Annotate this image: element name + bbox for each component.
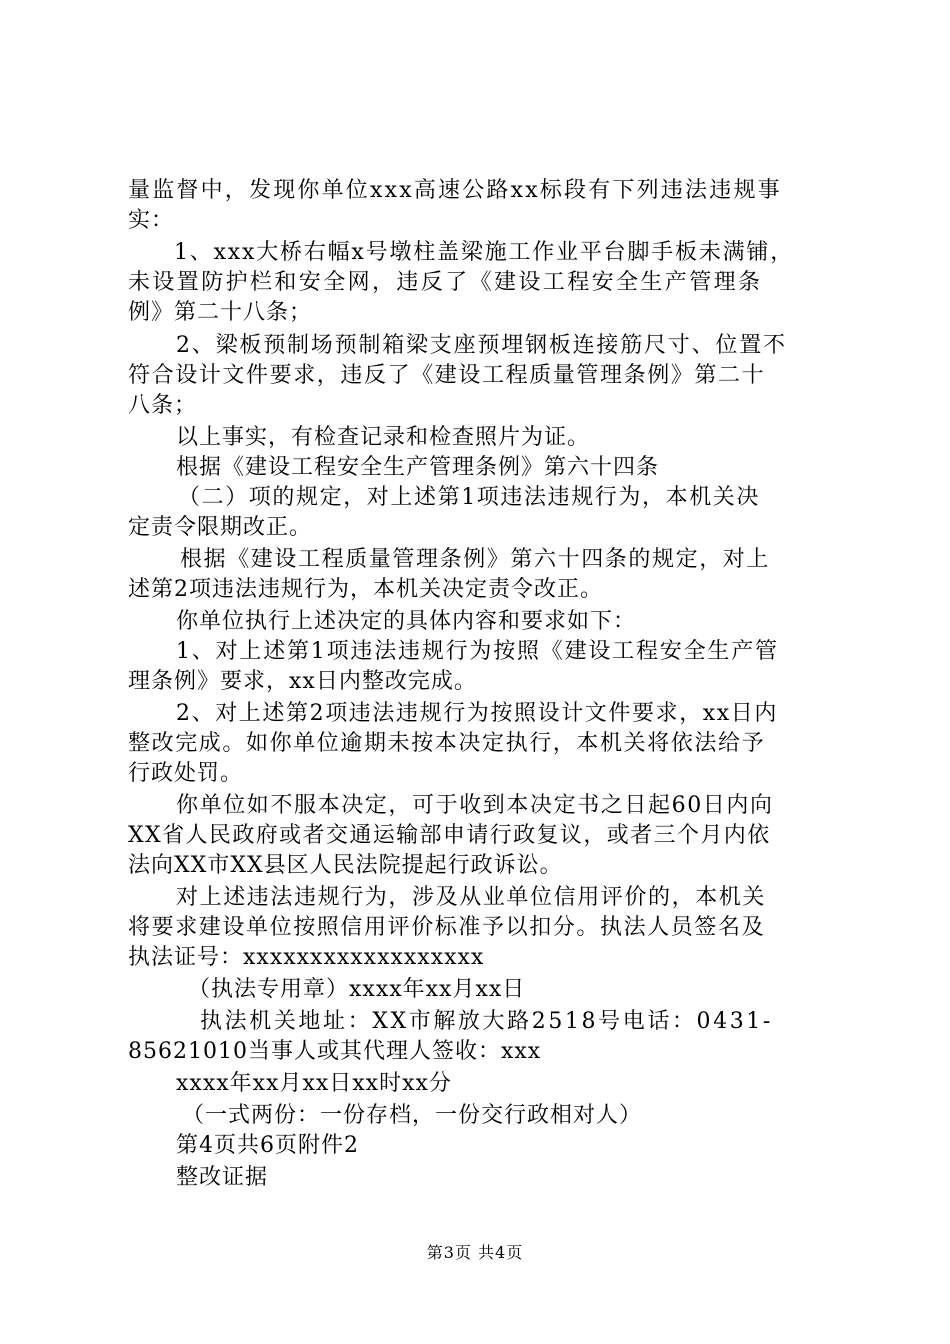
text-line: 根据《建设工程质量管理条例》第六十四条的规定，对上 [180,547,771,572]
text-line: 法向XX市XX县区人民法院提起行政诉讼。 [128,853,563,878]
text-line: 你单位如不服本决定，可于收到本决定书之日起60日内向 [176,793,774,818]
text-line: 85621010当事人或其代理人签收：xxx [128,1039,542,1064]
text-line: 以上事实，有检查记录和检查照片为证。 [176,425,591,450]
text-line: xxxx年xx月xx日xx时xx分 [176,1071,452,1096]
text-line: （执法专用章）xxxx年xx月xx日 [188,977,526,1002]
text-line: 第4页共6页附件2 [176,1133,359,1158]
text-line: 你单位执行上述决定的具体内容和要求如下： [176,609,637,634]
text-line: 未设置防护栏和安全网，违反了《建设工程安全生产管理条 [128,270,763,295]
text-line: 对上述违法违规行为，涉及从业单位信用评价的，本机关 [176,885,767,910]
text-line: 量监督中，发现你单位xxx高速公路xx标段有下列违法违规事 [128,178,782,203]
text-line: 根据《建设工程安全生产管理条例》第六十四条 [176,455,660,480]
text-line: 实： [128,208,175,233]
text-line: （一式两份：一份存档，一份交行政相对人） [182,1103,643,1128]
text-line: 八条； [128,393,198,418]
text-line: 述第2项违法违规行为，本机关决定责令改正。 [128,577,603,602]
text-line: 1、xxx大桥右幅x号墩柱盖梁施工作业平台脚手板未满铺， [174,240,795,265]
text-line: 符合设计文件要求，违反了《建设工程质量管理条例》第二十 [128,363,766,388]
text-line: XX省人民政府或者交通运输部申请行政复议，或者三个月内依 [128,823,771,848]
text-line: （二）项的规定，对上述第1项违法违规行为，本机关决 [178,485,760,510]
text-line: 2、对上述第2项违法违规行为按照设计文件要求，xx日内 [176,701,779,726]
text-line: 1、对上述第1项违法违规行为按照《建设工程安全生产管 [176,639,779,664]
text-line: 将要求建设单位按照信用评价标准予以扣分。执法人员签名及 [128,915,766,940]
text-line: 定责令限期改正。 [128,515,313,540]
text-line: 整改完成。如你单位逾期未按本决定执行，本机关将依法给予 [128,731,766,756]
text-line: 整改证据 [176,1165,269,1190]
text-line: 行政处罚。 [128,761,244,786]
text-line: 执法机关地址：XX市解放大路2518号电话：0431- [200,1009,773,1034]
page-footer: 第3页 共4页 [426,1243,524,1262]
text-line: 2、梁板预制场预制箱梁支座预埋钢板连接筋尺寸、位置不 [176,333,787,358]
text-line: 理条例》要求，xx日内整改完成。 [128,669,477,694]
text-line: 执法证号：xxxxxxxxxxxxxxxxxx [128,945,485,970]
text-line: 例》第二十八条； [128,300,313,325]
